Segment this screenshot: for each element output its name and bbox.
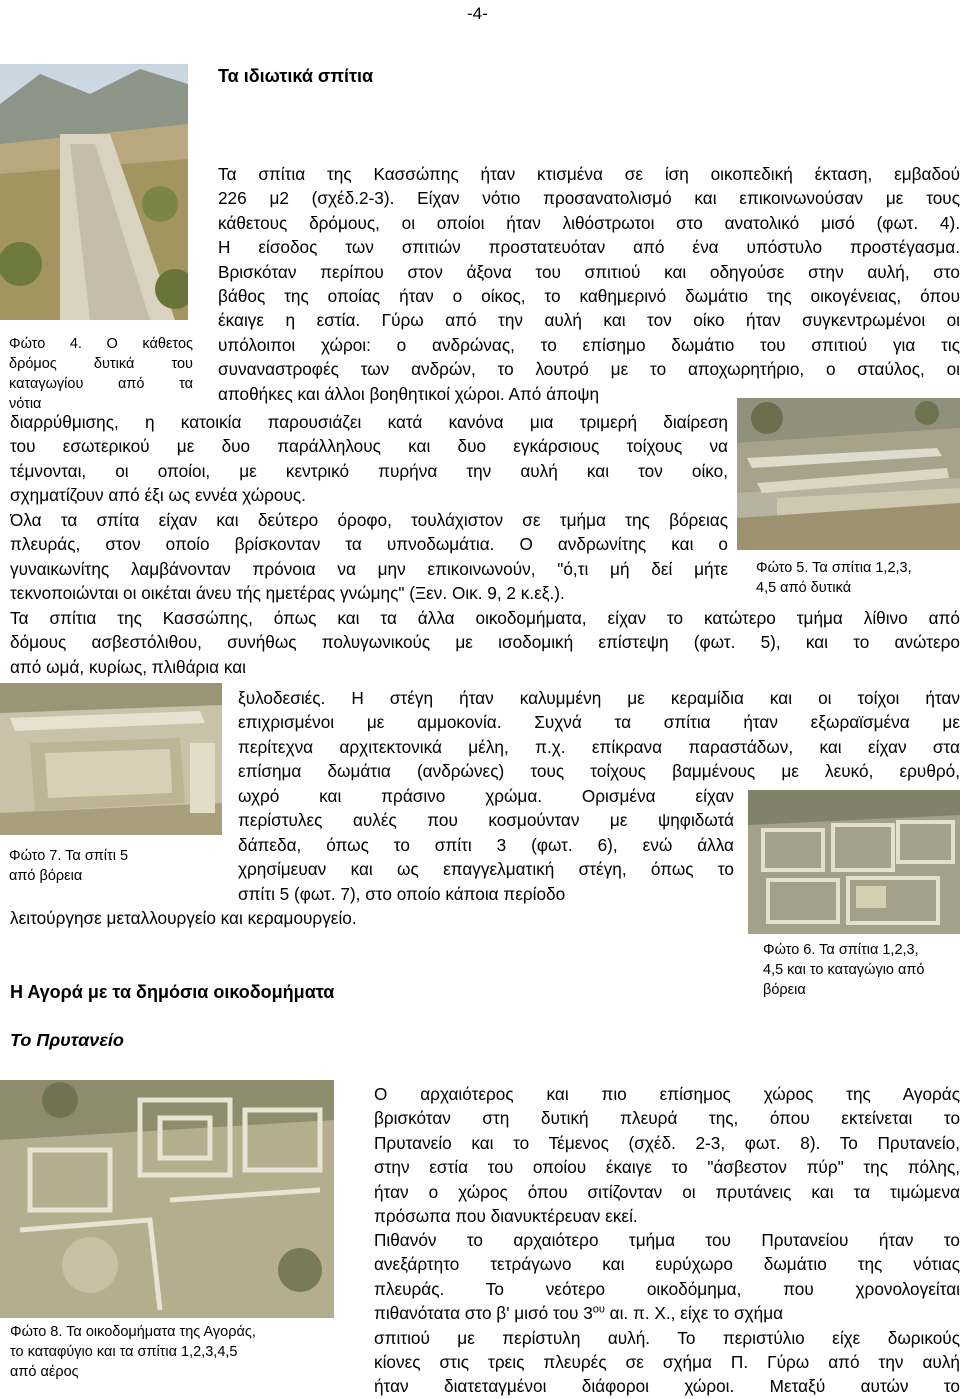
photo-8-agora-aerial [0,1080,334,1318]
text-line: Πρυτανείο και το Τέμενος (σχέδ. 2-3, φωτ. 8). Το Πρυτανείο, [374,1132,960,1153]
photo-6-houses-and-inn [748,790,960,934]
text-line: στην εστία του οποίου έκαιγε το "άσβεστον πύρ" της πόλης, [374,1157,960,1178]
caption-photo-5 [756,558,960,598]
text-line: ωχρό και πράσινο χρώμα. Ορισμένα είχαν [238,786,734,806]
text-line: κάθετους δρόμους, οι οποίοι ήταν λιθόστρωτοι στο ανατολικό μισό (φωτ. 4). [218,212,960,233]
text-line: δάπεδα, όπως το σπίτι 3 (φωτ. 6), ενώ άλλα [238,834,734,855]
text-line: συναναστροφές των ανδρών, το λουτρό με το αποχωρητήριο, ο σταύλος, οι [218,359,960,380]
text-line: του εσωτερικού με δυο παράλληλους και δυο εγκάρσιους τοίχους να [10,436,728,457]
text-line: ανεξάρτητο τετράγωνο και ευρύχωρο δωμάτιο της νότιας [374,1254,960,1275]
text-line: 226 μ2 (σχέδ.2-3). Είχαν νότιο προσανατολισμό και επικοινωνούσαν με τους [218,188,960,209]
heading-private-houses: Τα ιδιωτικά σπίτια [218,66,374,86]
text-line: ξυλοδεσιές. Η στέγη ήταν καλυμμένη με κεραμίδια και οι τοίχοι ήταν [238,688,960,708]
text-line: υπόλοιποι χώροι: ο ανδρώνας, το επίσημο δωμάτιο του σπιτιού για τις [218,334,960,355]
text-line: Τα σπίτια της Κασσώπης, όπως και τα άλλα οικοδομήματα, είχαν το κατώτερο τμήμα λίθινο από [10,608,960,628]
paragraph-house-layout [10,410,728,508]
caption-photo-4 [9,334,193,414]
text-line: δόμους ασβεστόλιθου, συνήθως πολυγωνικούς με ισοδομική επίστεψη (φωτ. 5), και το ανώτερο [10,632,960,653]
text-line: βρισκόταν στη δυτική πλευρά της, όπου εκτείνεται το [374,1108,960,1129]
caption-line: από βόρεια [9,868,83,884]
text-segment: πιθανότατα στο β' μισό του 3 [374,1303,593,1324]
text-line: ήταν διατεταγμένοι διάφοροι χώροι. Μεταξύ αυτών το [374,1376,960,1397]
paragraph-prytaneio-intro [374,1082,960,1228]
paragraph-houses-intro [218,162,960,406]
caption-line: βόρεια [763,982,806,998]
caption-line: από αέρος [10,1364,79,1380]
paragraph-roof-decoration [238,686,960,784]
text-line: περίτεχνα αρχιτεκτονικά μέλη, π.χ. επίκρανα παραστάδων, και είχαν στα [238,736,960,757]
photo-4-vertical-road [0,64,188,320]
heading-agora: Η Αγορά με τα δημόσια οικοδομήματα [10,982,335,1002]
caption-line: 4,5 και το καταγώγιο από [763,962,925,978]
caption-line: καταγωγίου από τα [9,376,193,392]
caption-line: Φώτο 6. Τα σπίτια 1,2,3, [763,942,919,958]
caption-line: Φώτο 7. Τα σπίτι 5 [9,848,129,864]
text-line: επιχρισμένοι με αμμοκονία. Συχνά τα σπίτια ήταν εξωραϊσμένα με [238,712,960,733]
text-line: σχηματίζουν από έξι ως εννέα χώρους. [10,485,306,506]
text-line: σπιτιού με περίστυλη αυλή. Το περιστύλιο είχε δωρικούς [374,1327,960,1348]
superscript: ου [592,1303,605,1316]
text-line: βάθος της οποίας ήταν ο οίκος, το καθημερινό δωμάτιο της οικογένειας, όπου [218,285,960,306]
caption-line: νότια [9,396,42,412]
text-line [374,1301,960,1325]
text-line: πλευράς, στον οποίο βρίσκονταν τα υπνοδωμάτια. Ο ανδρωνίτης και ο [10,534,728,555]
paragraph-prytaneio-building [374,1228,960,1399]
text-line: πλευράς. Το νεότερο οικοδόμημα, που χρονολογείται [374,1278,960,1299]
text-line: κίονες στις τρεις πλευρές σε σχήμα Π. Γύρω από την αυλή [374,1351,960,1372]
caption-line: Φώτο 4. Ο κάθετος [9,336,193,352]
text-line: τεκνοποιώνται οι οικέται άνευ τής ημετέρας γνώμης" (Ξεν. Οικ. 9, 2 κ.εξ.). [10,583,565,604]
page-number: -4- [467,4,488,23]
text-line: Βρισκόταν περίπου στον άξονα του σπιτιού και οδηγούσε στην αυλή, στο [218,261,960,282]
photo-7-house-5 [0,683,222,835]
text-line: περίστυλες αυλές που κοσμούνταν με ψηφιδωτά [238,810,734,831]
caption-photo-7 [9,846,209,886]
photo-5-houses-from-west [737,398,960,550]
caption-line: Φώτο 8. Τα οικοδομήματα της Αγοράς, [10,1324,256,1340]
text-line: από ωμά, κυρίως, πλιθάρια και [10,656,246,677]
text-line: επίσημα δωμάτια (ανδρώνες) τους τοίχους βαμμένους με λευκό, ερυθρό, [238,761,960,782]
text-line: Τα σπίτια της Κασσώπης ήταν κτισμένα σε ίση οικοπεδική έκταση, εμβαδού [218,164,960,184]
paragraph-roof-decoration-narrow [238,784,734,906]
caption-line: το καταφύγιο και τα σπίτια 1,2,3,4,5 [10,1344,238,1360]
text-line: Πιθανόν το αρχαιότερο τμήμα του Πρυτανείου ήταν το [374,1230,960,1250]
text-line: Η είσοδος των σπιτιών προστατευόταν από ένα υπόστυλο προστέγασμα. [218,237,960,258]
caption-line: Φώτο 5. Τα σπίτια 1,2,3, [756,560,912,576]
text-segment: αι. π. Χ., είχε το σχήμα [604,1303,784,1324]
caption-line: 4,5 από δυτικά [756,580,852,596]
heading-prytaneio: Το Πρυτανείο [10,1030,124,1050]
text-line: διαρρύθμισης, η κατοικία παρουσιάζει κατά κανόνα μια τριμερή διαίρεση [10,412,728,432]
text-line: γυναικωνίτης λαμβάνονταν πρόνοια να μην επικοινωνούν, "ό,τι μή δεί μήτε [10,558,728,579]
paragraph-upper-floor [10,508,728,606]
caption-photo-8 [10,1322,334,1382]
text-line: Ο αρχαιότερος και πιο επίσημος χώρος της Αγοράς [374,1084,960,1104]
paragraph-building-materials [10,606,960,679]
text-line: λειτούργησε μεταλλουργείο και κεραμουργείο. [10,908,357,928]
paragraph-roof-decoration-end [10,906,610,930]
text-line: Όλα τα σπίτα είχαν και δεύτερο όροφο, τουλάχιστον σε τμήμα της βόρειας [10,510,728,530]
text-line: αποθήκες και άλλοι βοηθητικοί χώροι. Από άποψη [218,383,600,404]
text-line: χρησίμευαν και ως επαγγελματική στέγη, όπως το [238,859,734,880]
text-line: έκαιγε η εστία. Γύρω από την αυλή και τον οίκο ήταν συγκεντρωμένοι οι [218,310,960,331]
text-line: σπίτι 5 (φωτ. 7), στο οποίο κάποια περίοδο [238,883,566,904]
text-line: πρόσωπα που διανυκτέρευαν εκεί. [374,1205,638,1226]
caption-line: δρόμος δυτικά του [9,356,193,372]
text-line: τέμνονται, οι οποίοι, με κεντρικό πυρήνα την αυλή και τον οίκο, [10,460,728,481]
text-line: ήταν ο χώρος όπου σιτίζονταν οι πρυτάνεις και τα τιμώμενα [374,1181,960,1202]
caption-photo-6 [763,940,960,1000]
